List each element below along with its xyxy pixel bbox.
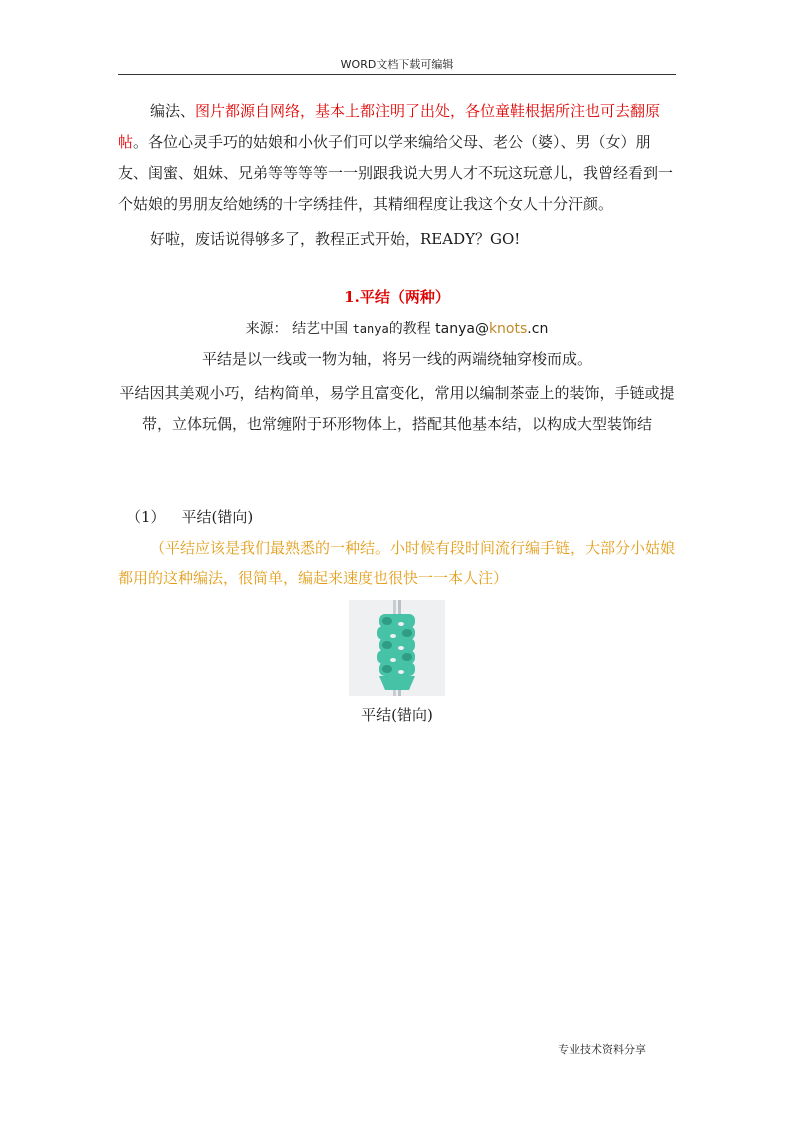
source-handle: tanya — [352, 322, 389, 336]
intro-red-text: 图片都源自网络，基本上都注明了出处，各位童鞋根据所注也可去翻原帖 — [118, 102, 661, 151]
flat-knot-image — [349, 600, 445, 696]
source-email-tld: .cn — [527, 321, 549, 337]
source-email — [435, 321, 548, 337]
section-title: 1.平结（两种） — [344, 288, 450, 306]
image-caption: 平结(错向) — [361, 706, 433, 724]
subsection-title: 平结(错向) — [181, 508, 254, 526]
intro-paragraph — [118, 96, 678, 220]
author-note: （平结应该是我们最熟悉的一种结。小时候有段时间流行编手链，大部分小姑娘都用的这种编法，很简单，编起来速度也很快一一本人注） — [118, 539, 676, 587]
source-email-domain: knots — [488, 321, 528, 337]
intro-rest: 。各位心灵手巧的姑娘和小伙子们可以学来编给父母、老公（婆）、男（女）朋友、闺蜜、姐妹、兄弟等等等等一一别跟我说大男人才不玩这玩意儿，我曾经看到一个姑娘的男朋友给她绣的十字绣挂件，其精细程度让我这个女人十分汗颜。 — [118, 133, 674, 213]
source-name: 结艺中国 — [292, 321, 349, 337]
intro-start-paragraph: 好啦，废话说得够多了，教程正式开始，READY？GO! — [150, 230, 521, 248]
source-tail: 的教程 — [388, 321, 431, 337]
knot-photo — [349, 600, 445, 696]
header-rule — [118, 74, 676, 75]
source-line — [118, 318, 676, 338]
page-footer: 专业技术资料分享 — [558, 1043, 646, 1056]
section-description: 平结是以一线或一物为轴，将另一线的两端绕轴穿梭而成。 — [201, 350, 592, 368]
subsection-number: （1） — [126, 508, 166, 526]
source-label: 来源： — [245, 321, 288, 337]
page-header: WORD文档下载可编辑 — [340, 58, 454, 71]
intro-start: 编法、 — [150, 102, 196, 120]
section-detail: 平结因其美观小巧，结构简单，易学且富变化，常用以编制茶壶上的装饰，手链或提带，立体玩偶，也常缠附于环形物体上，搭配其他基本结，以构成大型装饰结 — [119, 384, 675, 433]
subsection-heading — [126, 506, 253, 527]
source-email-user: tanya@ — [435, 321, 489, 337]
